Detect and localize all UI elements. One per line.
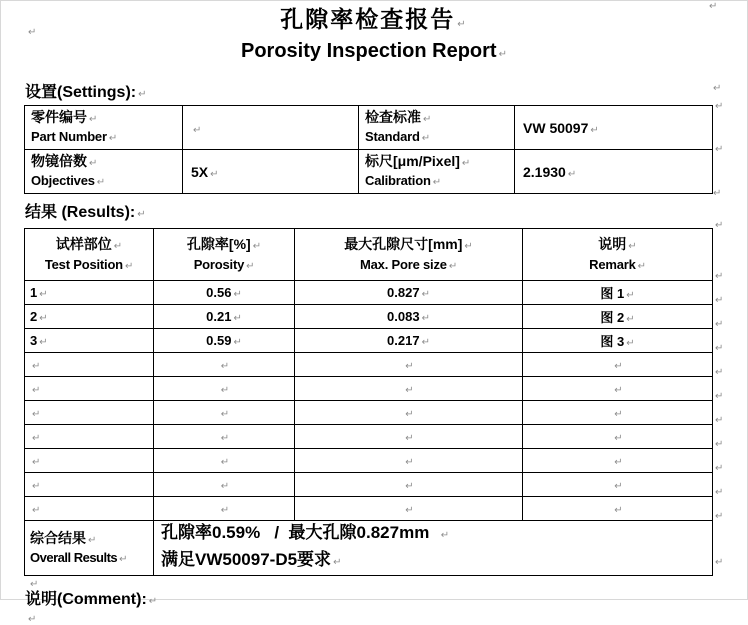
- objectives-value[interactable]: 5X ↵: [183, 150, 359, 194]
- pilcrow-mark: ↵: [32, 409, 41, 420]
- pilcrow-mark: ↵: [252, 240, 262, 252]
- pilcrow-mark: ↵: [233, 337, 242, 348]
- pilcrow-mark: ↵: [32, 457, 41, 468]
- end-of-row-mark: ↵: [713, 188, 722, 199]
- column-header-position: 试样部位 ↵ Test Position ↵: [25, 229, 154, 281]
- column-header-max-pore: 最大孔隙尺寸[mm] ↵ Max. Pore size ↵: [295, 229, 523, 281]
- pilcrow-mark: ↵: [96, 177, 105, 188]
- pilcrow-mark: ↵: [626, 290, 635, 301]
- pilcrow-mark: ↵: [626, 338, 635, 349]
- pilcrow-mark: ↵: [614, 433, 623, 444]
- end-of-row-mark: ↵: [715, 463, 724, 474]
- pilcrow-mark: ↵: [405, 433, 414, 444]
- title-en-text: Porosity Inspection Report: [241, 40, 497, 62]
- pilcrow-mark: ↵: [432, 177, 441, 188]
- empty-cell[interactable]: [25, 401, 154, 425]
- pilcrow-mark: ↵: [421, 289, 430, 300]
- pilcrow-mark: ↵: [220, 433, 230, 444]
- pilcrow-mark: ↵: [614, 385, 623, 396]
- pilcrow-mark: ↵: [28, 27, 37, 38]
- settings-heading: 设置(Settings): ↵: [25, 84, 147, 101]
- end-of-row-mark: ↵: [715, 557, 724, 568]
- pilcrow-mark: ↵: [220, 385, 230, 396]
- pilcrow-mark: ↵: [89, 158, 98, 169]
- pilcrow-mark: ↵: [637, 260, 646, 272]
- document-title-zh: [1, 5, 747, 39]
- comment-heading: 说明(Comment): ↵: [25, 591, 158, 608]
- table-row-2: [25, 305, 713, 329]
- empty-cell[interactable]: [154, 401, 295, 425]
- empty-cell[interactable]: [523, 401, 713, 425]
- pilcrow-mark: ↵: [421, 133, 430, 144]
- end-of-row-mark: ↵: [715, 295, 724, 306]
- end-of-row-mark: ↵: [715, 144, 724, 155]
- cell-porosity-2[interactable]: 0.21 ↵: [154, 305, 295, 329]
- overall-results-label: 综合结果 ↵ Overall Results ↵: [25, 521, 154, 576]
- pilcrow-mark: ↵: [220, 505, 230, 516]
- pilcrow-mark: ↵: [148, 596, 158, 607]
- pilcrow-mark: ↵: [405, 505, 414, 516]
- calibration-label: 标尺[μm/Pixel] ↵ Calibration ↵: [359, 150, 515, 194]
- end-of-row-mark: ↵: [713, 83, 722, 94]
- pilcrow-mark: ↵: [30, 579, 39, 590]
- cell-remark-3[interactable]: 图 3 ↵: [523, 329, 713, 353]
- pilcrow-mark: ↵: [457, 19, 468, 30]
- empty-cell[interactable]: [295, 425, 523, 449]
- pilcrow-mark: ↵: [614, 505, 623, 516]
- standard-value[interactable]: VW 50097 ↵: [515, 106, 713, 150]
- pilcrow-mark: ↵: [626, 314, 635, 325]
- empty-cell[interactable]: [295, 353, 523, 377]
- overall-results-row: [25, 521, 713, 576]
- part-number-value[interactable]: [183, 106, 359, 150]
- results-table: [24, 228, 713, 576]
- pilcrow-mark: ↵: [464, 240, 473, 252]
- cell-remark-2[interactable]: 图 2 ↵: [523, 305, 713, 329]
- standard-label: 检查标准 ↵ Standard ↵: [359, 106, 515, 150]
- cell-porosity-3[interactable]: 0.59 ↵: [154, 329, 295, 353]
- settings-table: [24, 105, 713, 194]
- empty-cell[interactable]: [523, 497, 713, 521]
- pilcrow-mark: ↵: [32, 481, 41, 492]
- pilcrow-mark: ↵: [614, 361, 623, 372]
- pilcrow-mark: ↵: [614, 409, 623, 420]
- pilcrow-mark: ↵: [28, 614, 37, 625]
- empty-cell[interactable]: [154, 473, 295, 497]
- pilcrow-mark: ↵: [89, 114, 98, 125]
- pilcrow-mark: ↵: [405, 481, 414, 492]
- empty-cell[interactable]: [25, 377, 154, 401]
- pilcrow-mark: ↵: [233, 289, 242, 300]
- pilcrow-mark: ↵: [448, 260, 457, 272]
- empty-paragraph: [26, 613, 747, 623]
- document-title-en: [1, 39, 747, 67]
- pilcrow-mark: ↵: [32, 385, 41, 396]
- empty-cell[interactable]: [295, 449, 523, 473]
- pilcrow-mark: ↵: [193, 124, 202, 136]
- empty-cell[interactable]: [25, 473, 154, 497]
- pilcrow-mark: ↵: [590, 124, 599, 136]
- pilcrow-mark: ↵: [32, 433, 41, 444]
- column-header-porosity: 孔隙率[%] ↵ Porosity ↵: [154, 229, 295, 281]
- empty-cell[interactable]: [25, 497, 154, 521]
- pilcrow-mark: ↵: [220, 409, 230, 420]
- pilcrow-mark: ↵: [405, 409, 414, 420]
- empty-cell[interactable]: [523, 377, 713, 401]
- empty-cell[interactable]: [154, 425, 295, 449]
- pilcrow-mark: ↵: [137, 209, 146, 220]
- end-of-row-mark: ↵: [715, 439, 724, 450]
- cell-position-1[interactable]: 1 ↵: [25, 281, 154, 305]
- pilcrow-mark: ↵: [421, 337, 430, 348]
- column-header-remark: 说明 ↵ Remark ↵: [523, 229, 713, 281]
- end-of-row-mark: ↵: [715, 367, 724, 378]
- pilcrow-mark: ↵: [614, 481, 623, 492]
- pilcrow-mark: ↵: [32, 361, 41, 372]
- empty-cell[interactable]: [154, 449, 295, 473]
- table-row-1: [25, 281, 713, 305]
- end-of-row-mark: ↵: [715, 487, 724, 498]
- pilcrow-mark: ↵: [39, 313, 48, 324]
- objectives-label: 物镜倍数 ↵ Objectives ↵: [25, 150, 183, 194]
- cell-max-pore-1[interactable]: 0.827 ↵: [295, 281, 523, 305]
- empty-table-row: [25, 449, 713, 473]
- empty-cell[interactable]: [295, 377, 523, 401]
- empty-table-row: [25, 353, 713, 377]
- pilcrow-mark: ↵: [124, 260, 134, 272]
- pilcrow-mark: ↵: [220, 457, 230, 468]
- pilcrow-mark: ↵: [498, 49, 507, 60]
- pilcrow-mark: ↵: [423, 114, 432, 125]
- cell-position-3[interactable]: 3 ↵: [25, 329, 154, 353]
- pilcrow-mark: ↵: [440, 530, 450, 541]
- empty-table-row: [25, 497, 713, 521]
- empty-cell[interactable]: [523, 473, 713, 497]
- pilcrow-mark: ↵: [119, 553, 128, 565]
- pilcrow-mark: ↵: [108, 133, 118, 144]
- end-of-row-mark: ↵: [715, 415, 724, 426]
- empty-table-row: [25, 401, 713, 425]
- pilcrow-mark: ↵: [39, 289, 48, 300]
- results-header-row: [25, 229, 713, 281]
- pilcrow-mark: ↵: [628, 240, 637, 252]
- pilcrow-mark: ↵: [220, 481, 230, 492]
- end-of-row-mark: ↵: [715, 319, 724, 330]
- settings-row-1: [25, 106, 713, 150]
- pilcrow-mark: ↵: [614, 457, 623, 468]
- cell-max-pore-2[interactable]: 0.083 ↵: [295, 305, 523, 329]
- pilcrow-mark: ↵: [405, 361, 414, 372]
- empty-paragraph: [28, 576, 747, 589]
- pilcrow-mark: ↵: [567, 168, 577, 180]
- end-of-row-mark: ↵: [715, 220, 724, 231]
- empty-cell[interactable]: [295, 401, 523, 425]
- empty-cell[interactable]: [295, 473, 523, 497]
- empty-cell[interactable]: [523, 353, 713, 377]
- pilcrow-mark: ↵: [246, 260, 255, 272]
- calibration-value[interactable]: 2.1930 ↵: [515, 150, 713, 194]
- overall-results-value[interactable]: 孔隙率0.59% / 最大孔隙0.827mm ↵ 满足VW50097-D5要求 ↵: [154, 521, 713, 576]
- pilcrow-mark: ↵: [421, 313, 430, 324]
- end-of-row-mark: ↵: [715, 511, 724, 522]
- cell-remark-1[interactable]: 图 1 ↵: [523, 281, 713, 305]
- pilcrow-mark: ↵: [88, 534, 97, 546]
- table-row-3: [25, 329, 713, 353]
- results-heading: 结果 (Results): ↵: [25, 204, 146, 221]
- pilcrow-mark: ↵: [32, 505, 41, 516]
- empty-cell[interactable]: [523, 425, 713, 449]
- empty-table-row: [25, 473, 713, 497]
- empty-cell[interactable]: [25, 425, 154, 449]
- pilcrow-mark: ↵: [461, 158, 471, 169]
- empty-cell[interactable]: [154, 353, 295, 377]
- pilcrow-mark: ↵: [113, 240, 123, 252]
- empty-table-row: [25, 425, 713, 449]
- settings-row-2: [25, 150, 713, 194]
- end-of-row-mark: ↵: [715, 391, 724, 402]
- cell-max-pore-3[interactable]: 0.217 ↵: [295, 329, 523, 353]
- title-zh-text: 孔隙率检查报告: [280, 7, 456, 32]
- empty-cell[interactable]: [523, 449, 713, 473]
- end-of-row-mark: ↵: [715, 271, 724, 282]
- pilcrow-mark: ↵: [220, 361, 230, 372]
- pilcrow-mark: ↵: [39, 337, 48, 348]
- empty-cell[interactable]: [25, 449, 154, 473]
- empty-cell[interactable]: [295, 497, 523, 521]
- empty-cell[interactable]: [154, 497, 295, 521]
- empty-cell[interactable]: [154, 377, 295, 401]
- pilcrow-mark: ↵: [138, 89, 147, 100]
- pilcrow-mark: ↵: [405, 385, 414, 396]
- pilcrow-mark: ↵: [210, 168, 219, 180]
- empty-cell[interactable]: [25, 353, 154, 377]
- pilcrow-mark: ↵: [405, 457, 414, 468]
- part-number-label: 零件编号 ↵ Part Number ↵: [25, 106, 183, 150]
- end-of-row-mark: ↵: [715, 101, 724, 112]
- empty-table-row: [25, 377, 713, 401]
- cell-porosity-1[interactable]: 0.56 ↵: [154, 281, 295, 305]
- end-of-row-mark: ↵: [715, 343, 724, 354]
- cell-position-2[interactable]: 2 ↵: [25, 305, 154, 329]
- pilcrow-mark: ↵: [333, 557, 342, 568]
- pilcrow-mark: ↵: [709, 1, 718, 12]
- pilcrow-mark: ↵: [233, 313, 242, 324]
